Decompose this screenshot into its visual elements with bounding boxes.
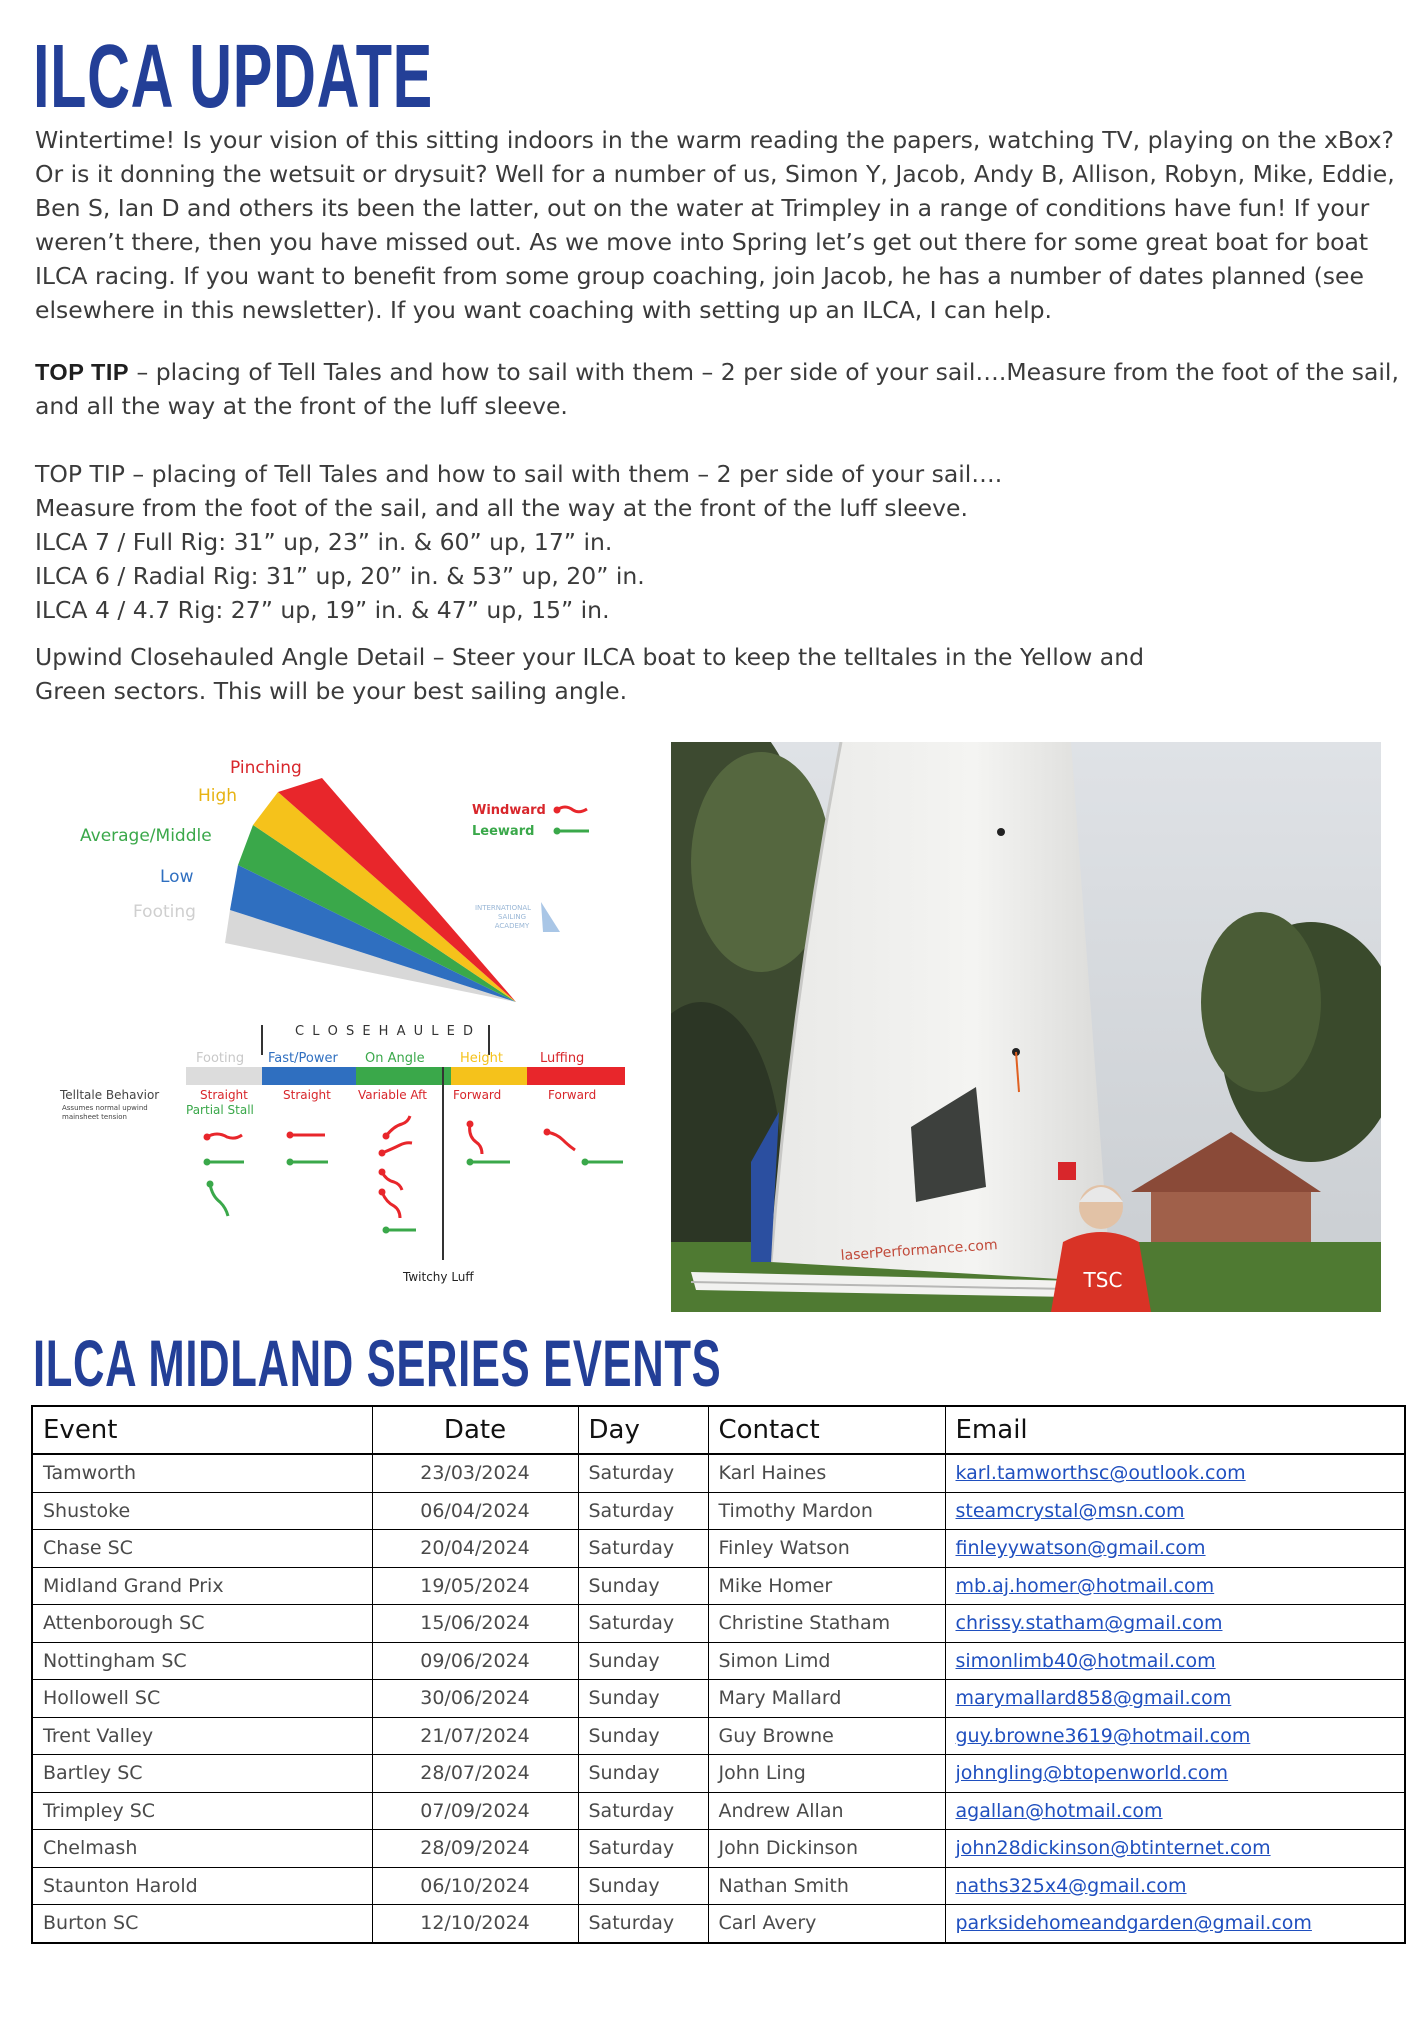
telltales-footing: [204, 1134, 245, 1217]
fan-label-pinching: Pinching: [230, 758, 302, 778]
contact-cell: Simon Limd: [708, 1642, 945, 1680]
day-cell: Saturday: [578, 1792, 708, 1830]
contact-cell: Mary Mallard: [708, 1680, 945, 1718]
bar-fast-power: [262, 1067, 356, 1085]
date-cell: 09/06/2024: [372, 1642, 578, 1680]
bar-label-fast-power: Fast/Power: [268, 1051, 338, 1066]
top-tip-label: TOP TIP: [35, 359, 130, 385]
header-day: Day: [578, 1406, 708, 1454]
telltales-luffing: [544, 1129, 624, 1166]
bar-height: [451, 1067, 527, 1085]
day-cell: Sunday: [578, 1867, 708, 1905]
upwind-paragraph: Upwind Closehauled Angle Detail – Steer your ILCA boat to keep the telltales in the Yellow and Green sectors. This will be your best sailing angle.: [35, 643, 1145, 705]
telltales-height: [467, 1121, 511, 1166]
event-cell: Midland Grand Prix: [32, 1567, 372, 1605]
table-row: [32, 1830, 1405, 1868]
bar-label-height: Height: [460, 1051, 503, 1066]
legend-leeward: Leeward: [472, 824, 535, 839]
telltale-note: mainsheet tension: [62, 1113, 127, 1121]
table-row: [32, 1755, 1405, 1793]
measurement-line: ILCA 7 / Full Rig: 31” up, 23” in. & 60” up, 17” in.: [35, 528, 613, 556]
day-cell: Sunday: [578, 1642, 708, 1680]
bar-footing: [186, 1067, 262, 1085]
day-cell: Sunday: [578, 1755, 708, 1793]
fan-label-footing: Footing: [133, 902, 196, 922]
day-cell: Saturday: [578, 1830, 708, 1868]
bar-label-footing: Footing: [196, 1051, 245, 1066]
event-cell: Shustoke: [32, 1492, 372, 1530]
event-cell: Nottingham SC: [32, 1642, 372, 1680]
header-event: Event: [32, 1406, 372, 1454]
event-cell: Staunton Harold: [32, 1867, 372, 1905]
day-cell: Saturday: [578, 1530, 708, 1568]
table-row: [32, 1454, 1405, 1492]
behavior-fast-power: Straight: [283, 1088, 331, 1102]
measurement-line: ILCA 4 / 4.7 Rig: 27” up, 19” in. & 47” up, 15” in.: [35, 596, 610, 624]
contact-cell: Nathan Smith: [708, 1867, 945, 1905]
date-cell: 20/04/2024: [372, 1530, 578, 1568]
event-cell: Hollowell SC: [32, 1680, 372, 1718]
event-cell: Trent Valley: [32, 1717, 372, 1755]
event-cell: Bartley SC: [32, 1755, 372, 1793]
bar-luffing: [527, 1067, 625, 1085]
academy-sail-icon: [541, 902, 560, 932]
table-row: [32, 1905, 1405, 1943]
contact-cell: Karl Haines: [708, 1454, 945, 1492]
day-cell: Saturday: [578, 1605, 708, 1643]
top-tip-text: – placing of Tell Tales and how to sail with them – 2 per side of your sail….Measure from the foot of the sail, and all the way at the front of the luff sleeve.: [35, 358, 1399, 420]
contact-cell: Carl Avery: [708, 1905, 945, 1943]
email-cell[interactable]: agallan@hotmail.com: [945, 1792, 1405, 1830]
date-cell: 07/09/2024: [372, 1792, 578, 1830]
events-table-body: [32, 1454, 1405, 1943]
email-cell[interactable]: steamcrystal@msn.com: [945, 1492, 1405, 1530]
academy-logo-line: ACADEMY: [494, 922, 530, 930]
event-cell: Tamworth: [32, 1454, 372, 1492]
vest-text: TSC: [1083, 1268, 1123, 1292]
fan-label-low: Low: [160, 867, 194, 887]
measurement-line: ILCA 6 / Radial Rig: 31” up, 20” in. & 53” up, 20” in.: [35, 562, 645, 590]
table-row: [32, 1530, 1405, 1568]
date-cell: 28/09/2024: [372, 1830, 578, 1868]
contact-cell: John Ling: [708, 1755, 945, 1793]
contact-cell: Mike Homer: [708, 1567, 945, 1605]
table-row: [32, 1567, 1405, 1605]
day-cell: Sunday: [578, 1680, 708, 1718]
tell-tale-measurements: [35, 457, 1405, 627]
email-cell[interactable]: naths325x4@gmail.com: [945, 1867, 1405, 1905]
twitchy-luff-label: Twitchy Luff: [403, 1270, 474, 1284]
telltale-note: Assumes normal upwind: [62, 1104, 148, 1112]
events-title: ILCA MIDLAND SERIES EVENTS: [33, 1326, 722, 1400]
table-row: [32, 1642, 1405, 1680]
event-cell: Attenborough SC: [32, 1605, 372, 1643]
date-cell: 19/05/2024: [372, 1567, 578, 1605]
date-cell: 15/06/2024: [372, 1605, 578, 1643]
date-cell: 12/10/2024: [372, 1905, 578, 1943]
events-table: [31, 1405, 1406, 1944]
table-row: [32, 1792, 1405, 1830]
behavior-partial-stall: Partial Stall: [186, 1103, 254, 1117]
event-cell: Burton SC: [32, 1905, 372, 1943]
measurement-line: TOP TIP – placing of Tell Tales and how to sail with them – 2 per side of your sail….: [35, 460, 1003, 488]
email-cell[interactable]: simonlimb40@hotmail.com: [945, 1642, 1405, 1680]
closehauled-label: C L O S E H A U L E D: [295, 1024, 475, 1039]
day-cell: Sunday: [578, 1567, 708, 1605]
header-email: Email: [945, 1406, 1405, 1454]
telltale-diagram: [40, 740, 640, 1290]
email-cell[interactable]: johngling@btopenworld.com: [945, 1755, 1405, 1793]
date-cell: 30/06/2024: [372, 1680, 578, 1718]
bar-label-luffing: Luffing: [540, 1051, 585, 1066]
header-contact: Contact: [708, 1406, 945, 1454]
date-cell: 06/10/2024: [372, 1867, 578, 1905]
telltales-on-angle: [379, 1116, 417, 1234]
email-cell[interactable]: guy.browne3619@hotmail.com: [945, 1717, 1405, 1755]
email-cell[interactable]: karl.tamworthsc@outlook.com: [945, 1454, 1405, 1492]
sail-photo: [671, 742, 1381, 1312]
email-cell[interactable]: parksidehomeandgarden@gmail.com: [945, 1905, 1405, 1943]
day-cell: Saturday: [578, 1905, 708, 1943]
top-tip-paragraph: [35, 355, 1405, 423]
sail-brand-text: laserPerformance.com: [840, 1237, 999, 1264]
fan-label-middle: Average/Middle: [80, 826, 212, 846]
email-cell[interactable]: john28dickinson@btinternet.com: [945, 1830, 1405, 1868]
date-cell: 28/07/2024: [372, 1755, 578, 1793]
table-row: [32, 1717, 1405, 1755]
events-header-row: [32, 1406, 1405, 1454]
page-title: ILCA UPDATE: [33, 27, 433, 127]
contact-cell: Guy Browne: [708, 1717, 945, 1755]
header-date: Date: [372, 1406, 578, 1454]
date-cell: 23/03/2024: [372, 1454, 578, 1492]
email-cell[interactable]: finleyywatson@gmail.com: [945, 1530, 1405, 1568]
behavior-height: Forward: [453, 1088, 502, 1102]
event-cell: Trimpley SC: [32, 1792, 372, 1830]
contact-cell: Finley Watson: [708, 1530, 945, 1568]
fan-label-high: High: [198, 786, 238, 806]
telltales-fast-power: [287, 1132, 329, 1166]
bar-label-on-angle: On Angle: [365, 1051, 425, 1066]
day-cell: Saturday: [578, 1492, 708, 1530]
email-cell[interactable]: chrissy.statham@gmail.com: [945, 1605, 1405, 1643]
day-cell: Saturday: [578, 1454, 708, 1492]
contact-cell: Timothy Mardon: [708, 1492, 945, 1530]
measurement-line: Measure from the foot of the sail, and all the way at the front of the luff sleeve.: [35, 494, 968, 522]
table-row: [32, 1680, 1405, 1718]
telltale-behavior-label: Telltale Behavior: [60, 1088, 160, 1102]
event-cell: Chase SC: [32, 1530, 372, 1568]
contact-cell: Andrew Allan: [708, 1792, 945, 1830]
table-row: [32, 1492, 1405, 1530]
academy-logo-line: SAILING: [497, 913, 527, 921]
date-cell: 21/07/2024: [372, 1717, 578, 1755]
table-row: [32, 1867, 1405, 1905]
event-cell: Chelmash: [32, 1830, 372, 1868]
table-row: [32, 1605, 1405, 1643]
contact-cell: John Dickinson: [708, 1830, 945, 1868]
windward-telltale-icon: [557, 807, 587, 812]
legend-windward: Windward: [472, 803, 546, 818]
contact-cell: Christine Statham: [708, 1605, 945, 1643]
day-cell: Sunday: [578, 1717, 708, 1755]
email-cell[interactable]: mb.aj.homer@hotmail.com: [945, 1567, 1405, 1605]
email-cell[interactable]: marymallard858@gmail.com: [945, 1680, 1405, 1718]
behavior-luffing: Forward: [548, 1088, 597, 1102]
academy-logo-line: INTERNATIONAL: [474, 904, 532, 912]
bar-on-angle: [356, 1067, 451, 1085]
behavior-on-angle: Variable Aft: [358, 1088, 427, 1102]
intro-paragraph: Wintertime! Is your vision of this sitting indoors in the warm reading the papers, watching TV, playing on the xBox? Or is it donning the wetsuit or drysuit? Well for a number of us, Simon Y, Jacob, Andy B, Allison, Robyn, Mike, Eddie, Ben S, Ian D and others its been the latter, out on the water at Trimpley in a range of conditions have fun! If your weren’t there, then you have missed out. As we move into Spring let’s get out there for some great boat for boat ILCA racing. If you want to benefit from some group coaching, join Jacob, he has a number of dates planned (see elsewhere in this newsletter). If you want coaching with setting up an ILCA, I can help.: [35, 126, 1395, 324]
date-cell: 06/04/2024: [372, 1492, 578, 1530]
behavior-footing: Straight: [200, 1088, 248, 1102]
